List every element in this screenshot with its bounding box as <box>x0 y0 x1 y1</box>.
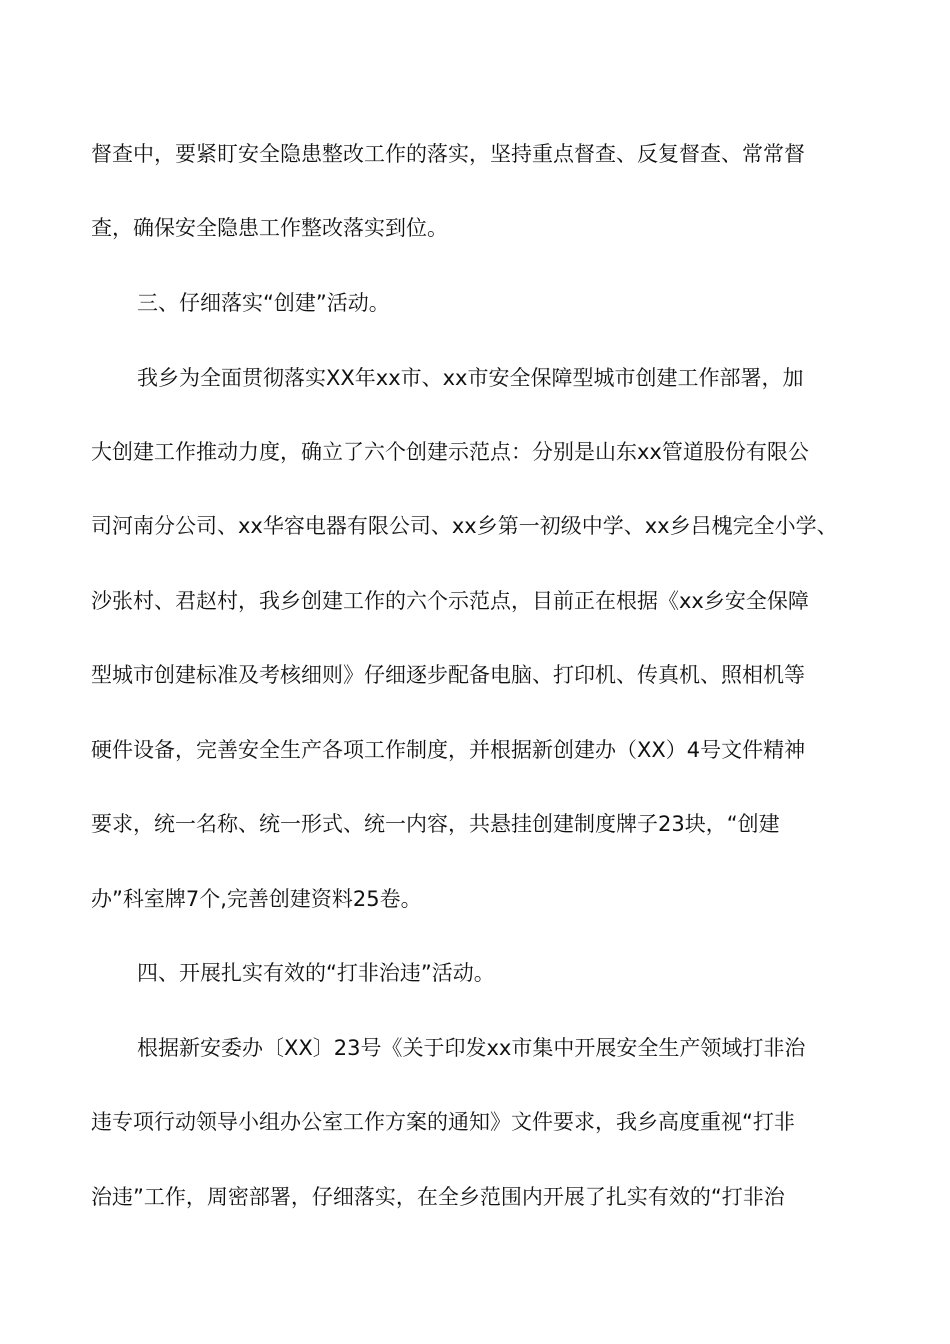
text-line: 查，确保安全隐患工作整改落实到位。 <box>91 216 448 240</box>
section-heading: 三、仔细落实“创建”活动。 <box>137 291 390 315</box>
section-heading: 四、开展扎实有效的“打非治违”活动。 <box>137 961 495 985</box>
text-line: 违专项行动领导小组办公室工作方案的通知》文件要求，我乡高度重视“打非 <box>91 1110 795 1134</box>
text-line: 督查中，要紧盯安全隐患整改工作的落实，坚持重点督查、反复督查、常常督 <box>91 142 805 166</box>
text-line: 硬件设备，完善安全生产各项工作制度，并根据新创建办（XX）4号文件精神 <box>91 738 806 762</box>
text-line: 办”科室牌7个,完善创建资料25卷。 <box>91 887 422 911</box>
text-line: 型城市创建标准及考核细则》仔细逐步配备电脑、打印机、传真机、照相机等 <box>91 663 805 687</box>
text-line: 根据新安委办〔XX〕23号《关于印发xx市集中开展安全生产领域打非治 <box>137 1036 806 1060</box>
text-line: 治违”工作，周密部署，仔细落实，在全乡范围内开展了扎实有效的“打非治 <box>91 1185 785 1209</box>
text-line: 要求，统一名称、统一形式、统一内容，共悬挂创建制度牌子23块，“创建 <box>91 812 780 836</box>
text-line: 沙张村、君赵村，我乡创建工作的六个示范点，目前正在根据《xx乡安全保障 <box>91 589 809 613</box>
text-line: 我乡为全面贯彻落实XX年xx市、xx市安全保障型城市创建工作部署，加 <box>137 366 804 390</box>
text-line: 司河南分公司、xx华容电器有限公司、xx乡第一初级中学、xx乡吕槐完全小学、 <box>91 514 838 538</box>
text-line: 大创建工作推动力度，确立了六个创建示范点：分别是山东xx管道股份有限公 <box>91 440 809 464</box>
